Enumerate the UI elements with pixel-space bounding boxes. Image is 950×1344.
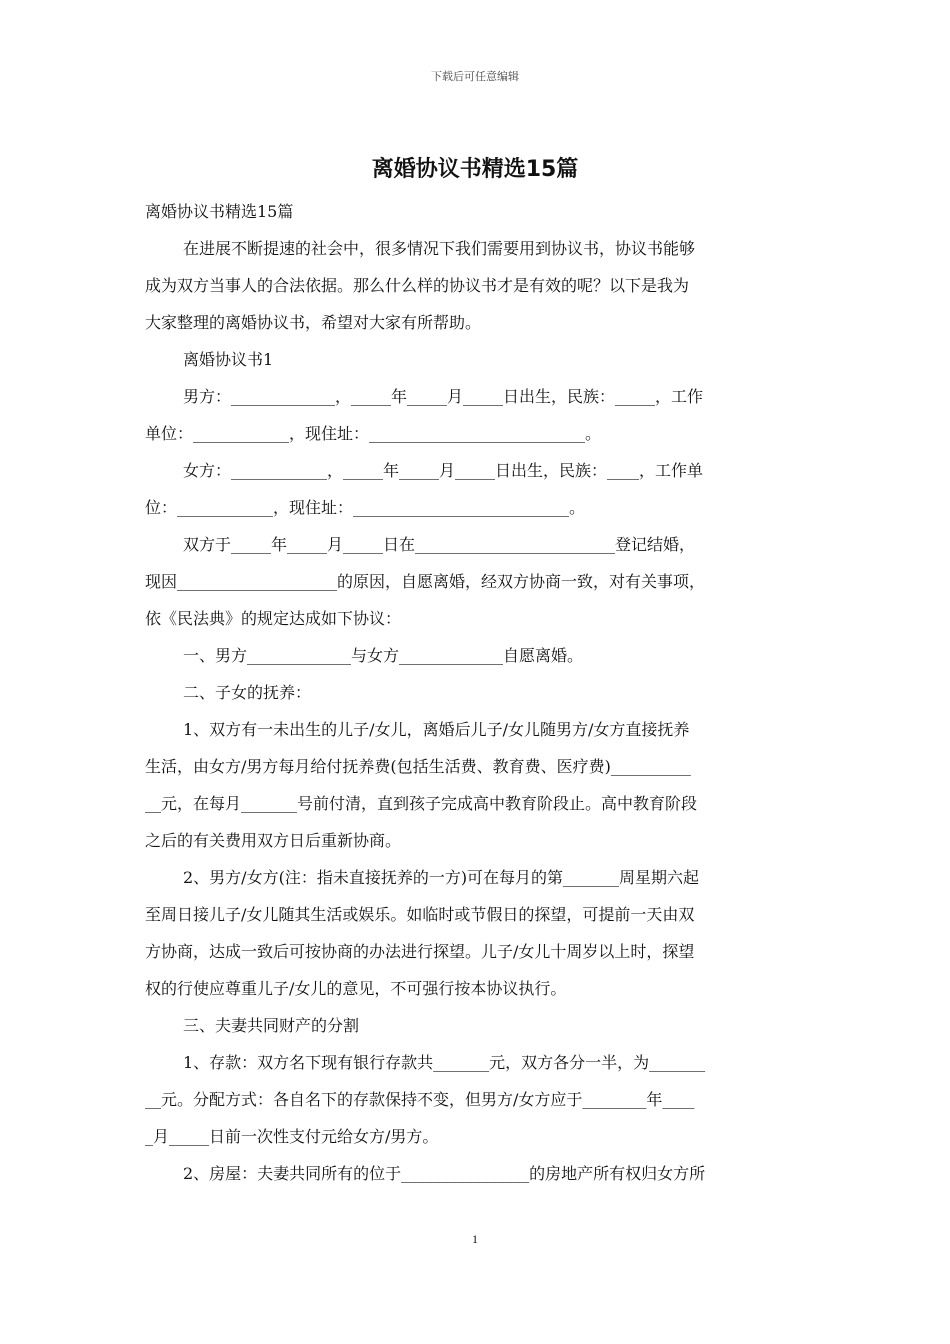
document-subtitle: 离婚协议书精选15篇 [145,202,294,221]
paragraph [145,341,815,378]
paragraph-line: __元，在每月_______号前付清，直到孩子完成高中教育阶段止。高中教育阶段 [145,794,698,813]
paragraph-line: 1、存款：双方名下现有银行存款共_______元，双方各分一半，为_______ [183,1053,706,1072]
paragraph [145,1044,815,1155]
paragraph-line: 在进展不断提速的社会中，很多情况下我们需要用到协议书，协议书能够 [183,239,696,258]
paragraph [145,452,815,526]
document-title: 离婚协议书精选15篇 [371,157,579,182]
paragraph-line: 方协商，达成一致后可按协商的办法进行探望。儿子/女儿十周岁以上时，探望 [145,942,695,961]
paragraph-line: 单位：____________，现住址：___________________________。 [145,424,602,443]
paragraph [145,711,815,859]
paragraph [145,674,815,711]
paragraph-line: 三、夫妻共同财产的分割 [183,1016,360,1035]
paragraph-line: 之后的有关费用双方日后重新协商。 [145,831,402,850]
paragraph-line: 二、子女的抚养： [183,683,312,702]
page-header-note: 下载后可任意编辑 [431,70,519,83]
paragraph-line: 女方：____________，_____年_____月_____日出生，民族：____，工作单 [183,461,704,480]
paragraph-line: 2、男方/女方(注：指未直接抚养的一方)可在每月的第_______周星期六起 [183,868,700,887]
paragraph-line: 至周日接儿子/女儿随其生活或娱乐。如临时或节假日的探望，可提前一天由双 [145,905,695,924]
paragraph-line: 位：____________，现住址：___________________________。 [145,498,586,517]
paragraph-line: 生活，由女方/男方每月给付抚养费(包括生活费、教育费、医疗费)__________ [145,757,691,776]
paragraph [145,859,815,1007]
paragraph-line: _月_____日前一次性支付元给女方/男方。 [145,1127,439,1146]
paragraph [145,526,815,637]
paragraph-line: 成为双方当事人的合法依据。那么什么样的协议书才是有效的呢？以下是我为 [145,276,690,295]
paragraph-list [145,230,815,1192]
paragraph-line: 一、男方_____________与女方_____________自愿离婚。 [183,646,584,665]
paragraph-line: 2、房屋：夫妻共同所有的位于________________的房地产所有权归女方所 [183,1164,706,1183]
paragraph [145,230,815,341]
paragraph-line: 大家整理的离婚协议书，希望对大家有所帮助。 [145,313,482,332]
paragraph-line: 离婚协议书1 [183,350,274,369]
paragraph-line: 1、双方有一未出生的儿子/女儿，离婚后儿子/女儿随男方/女方直接抚养 [183,720,690,739]
document-body [145,196,815,1192]
paragraph-line: 依《民法典》的规定达成如下协议： [145,609,402,628]
paragraph-line: __元。分配方式：各自名下的存款保持不变，但男方/女方应于________年____ [145,1090,695,1109]
paragraph-line: 双方于_____年_____月_____日在_________________________登记结婚， [183,535,696,554]
page-number: 1 [472,1232,478,1246]
paragraph-line: 男方：_____________，_____年_____月_____日出生，民族：_____，工作 [183,387,704,406]
paragraph [145,1155,815,1192]
paragraph [145,637,815,674]
paragraph [145,378,815,452]
paragraph [145,1007,815,1044]
paragraph-line: 现因____________________的原因，自愿离婚，经双方协商一致，对有关事项， [145,572,706,591]
paragraph-line: 权的行使应尊重儿子/女儿的意见，不可强行按本协议执行。 [145,979,567,998]
